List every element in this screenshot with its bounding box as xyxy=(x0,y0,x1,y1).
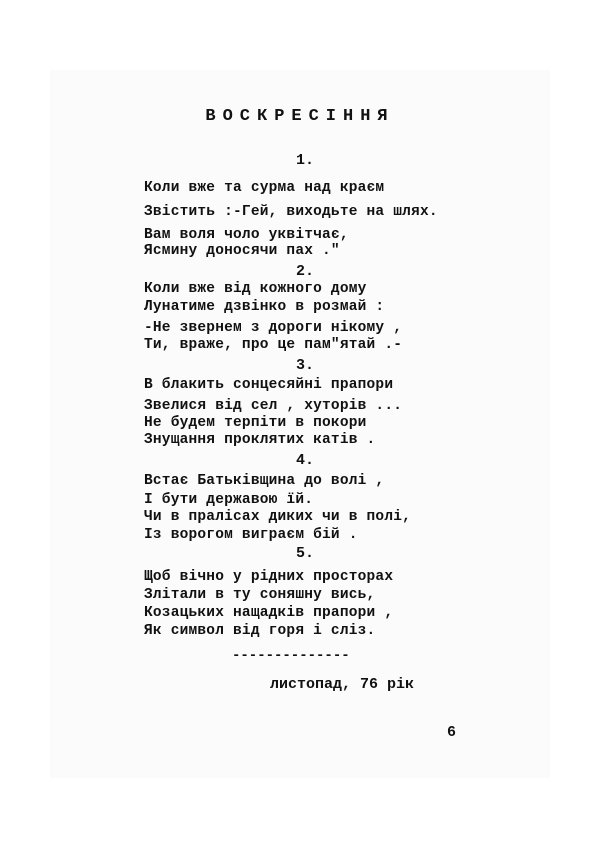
poem-line: Як символ від горя і сліз. xyxy=(144,623,376,639)
poem-line: Знущання проклятих катів . xyxy=(144,432,376,448)
poem-line: В блакить сонцесяйні прапори xyxy=(144,377,394,393)
date-signature: листопад, 76 рік xyxy=(270,676,415,693)
poem-line: Лунатиме дзвінко в розмай : xyxy=(144,299,385,315)
stanza-number: 4. xyxy=(295,452,314,469)
poem-line: Коли вже від кожного дому xyxy=(144,281,367,297)
page-number: 6 xyxy=(447,724,457,741)
poem-line: Встає Батьківщина до волі , xyxy=(144,473,385,489)
poem-line: Звістить :-Гей, виходьте на шлях. xyxy=(144,204,438,220)
separator-line: -------------- xyxy=(232,648,350,664)
poem-line: Ти, враже, про це пам"ятай .- xyxy=(144,337,403,353)
poem-line: Ясмину доносячи пах ." xyxy=(144,243,340,259)
stanza-number: 2. xyxy=(295,263,314,280)
poem-line: Злітали в ту соняшну вись, xyxy=(144,587,376,603)
stanza-number: 5. xyxy=(295,545,314,562)
poem-title: ВОСКРЕСІННЯ xyxy=(205,107,395,126)
stanza-number: 3. xyxy=(295,357,314,374)
poem-line: Чи в пралісах диких чи в полі, xyxy=(144,509,412,525)
poem-line: І бути державою їй. xyxy=(144,492,314,508)
poem-line: Козацьких нащадків прапори , xyxy=(144,605,394,621)
poem-line: Коли вже та сурма над краєм xyxy=(144,180,385,196)
poem-line: Вам воля чоло уквітчає, xyxy=(144,227,349,243)
poem-line: Не будем терпіти в покори xyxy=(144,415,367,431)
poem-line: Із ворогом виграєм бій . xyxy=(144,527,358,543)
poem-line: Звелися від сел , хуторів ... xyxy=(144,398,403,414)
poem-line: Щоб вічно у рідних просторах xyxy=(144,569,394,585)
poem-line: -Не звернем з дороги нікому , xyxy=(144,320,403,336)
stanza-number: 1. xyxy=(295,152,314,169)
